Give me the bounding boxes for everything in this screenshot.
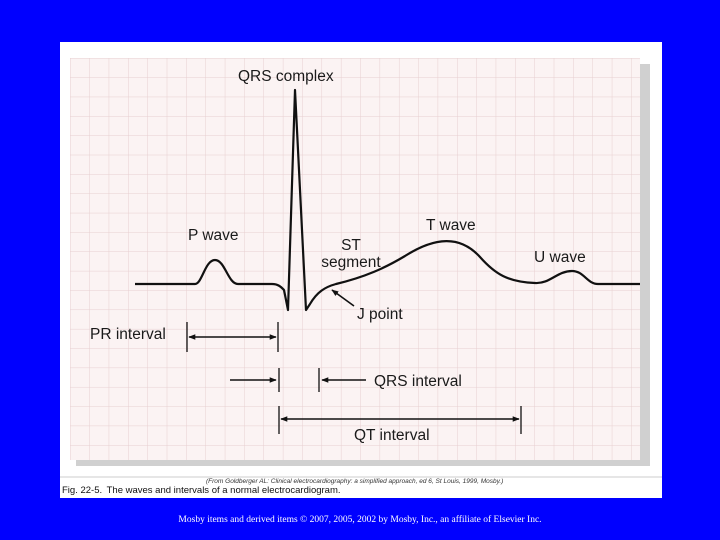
u-wave-label: U wave — [534, 249, 586, 266]
source-credit: (From Goldberger AL: Clinical electrocardiography: a simplified approach, ed 6, St Louis, 1999, Mosby.) — [206, 478, 504, 485]
qt-interval-label: QT interval — [354, 427, 430, 444]
qrs-complex-label: QRS complex — [238, 68, 334, 85]
figure-caption — [62, 485, 341, 496]
figure-caption-text: The waves and intervals of a normal electrocardiogram. — [106, 485, 341, 496]
j-point-label: J point — [357, 306, 403, 323]
ecg-figure-panel — [60, 42, 662, 498]
p-wave-label: P wave — [188, 227, 239, 244]
figure-caption-number: Fig. 22-5. — [62, 485, 103, 496]
t-wave-label: T wave — [426, 217, 476, 234]
copyright-footer: Mosby items and derived items © 2007, 2005, 2002 by Mosby, Inc., an affiliate of Elsevier Inc. — [178, 515, 542, 525]
pr-interval-label: PR interval — [90, 326, 166, 343]
st-segment-label — [310, 237, 392, 271]
st-segment-label-line1: ST — [341, 237, 361, 254]
qrs-interval-label: QRS interval — [374, 373, 462, 390]
st-segment-label-line2: segment — [321, 254, 381, 271]
